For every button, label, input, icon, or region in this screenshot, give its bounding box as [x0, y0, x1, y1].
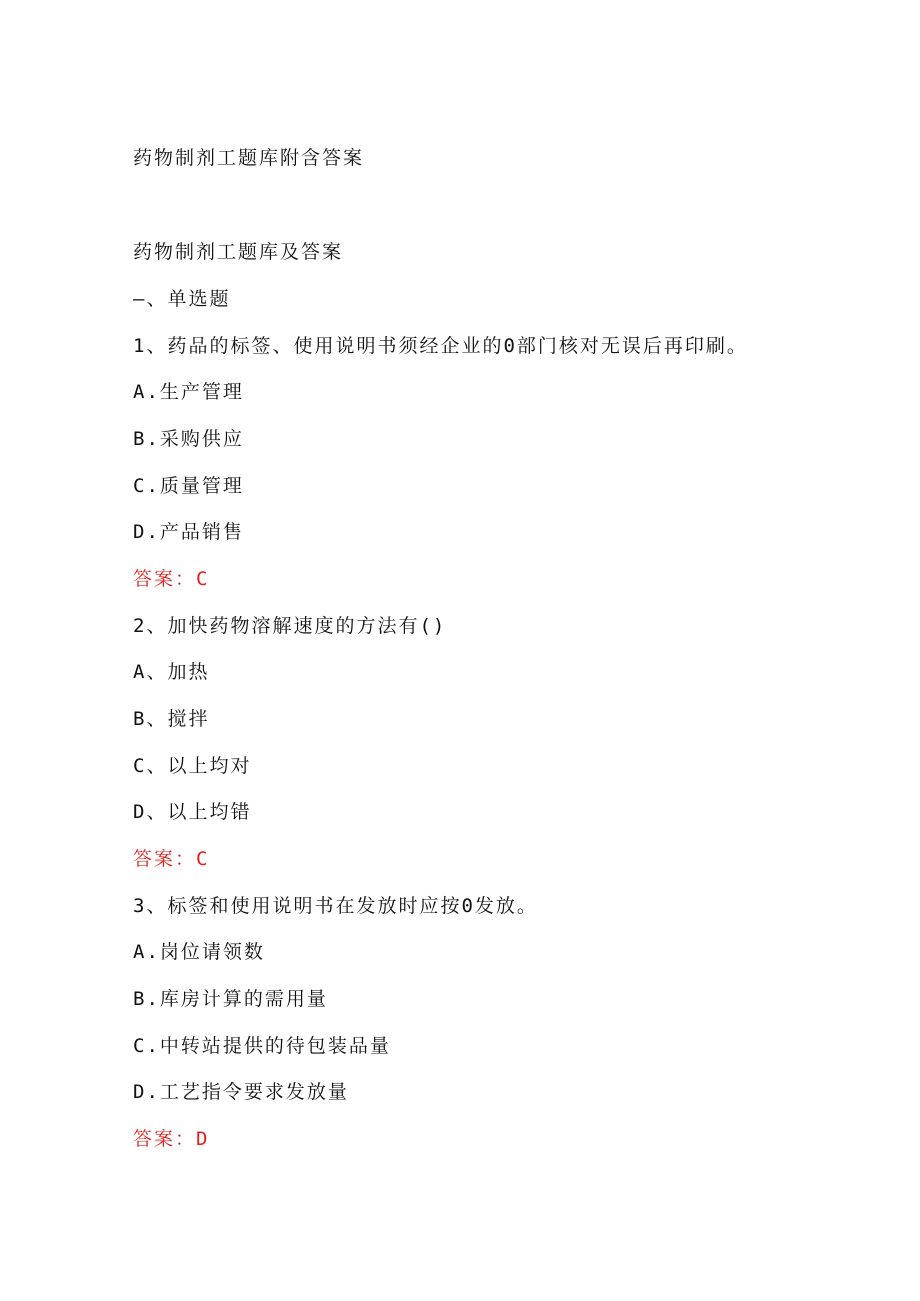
option-b: B.库房计算的需用量 — [133, 988, 328, 1010]
answer-label: 答案：D — [133, 1128, 210, 1150]
question-stem: 2、加快药物溶解速度的方法有() — [133, 615, 447, 637]
document-title: 药物制剂工题库附含答案 — [133, 147, 365, 169]
question-stem: 3、标签和使用说明书在发放时应按0发放。 — [133, 895, 538, 917]
option-d: D、以上均错 — [133, 801, 252, 823]
option-a: A、加热 — [133, 661, 210, 683]
option-c: C.质量管理 — [133, 475, 244, 497]
option-a: A.岗位请领数 — [133, 941, 265, 963]
answer-label: 答案：C — [133, 568, 210, 590]
document-subtitle: 药物制剂工题库及答案 — [133, 241, 344, 263]
section-heading: —、单选题 — [133, 288, 231, 310]
option-a: A.生产管理 — [133, 381, 244, 403]
option-c: C、以上均对 — [133, 755, 252, 777]
answer-label: 答案：C — [133, 848, 210, 870]
question-stem: 1、药品的标签、使用说明书须经企业的0部门核对无误后再印刷。 — [133, 335, 748, 357]
option-b: B.采购供应 — [133, 428, 244, 450]
option-b: B、搅拌 — [133, 708, 210, 730]
option-c: C.中转站提供的待包装品量 — [133, 1035, 391, 1057]
option-d: D.产品销售 — [133, 521, 244, 543]
option-d: D.工艺指令要求发放量 — [133, 1081, 349, 1103]
